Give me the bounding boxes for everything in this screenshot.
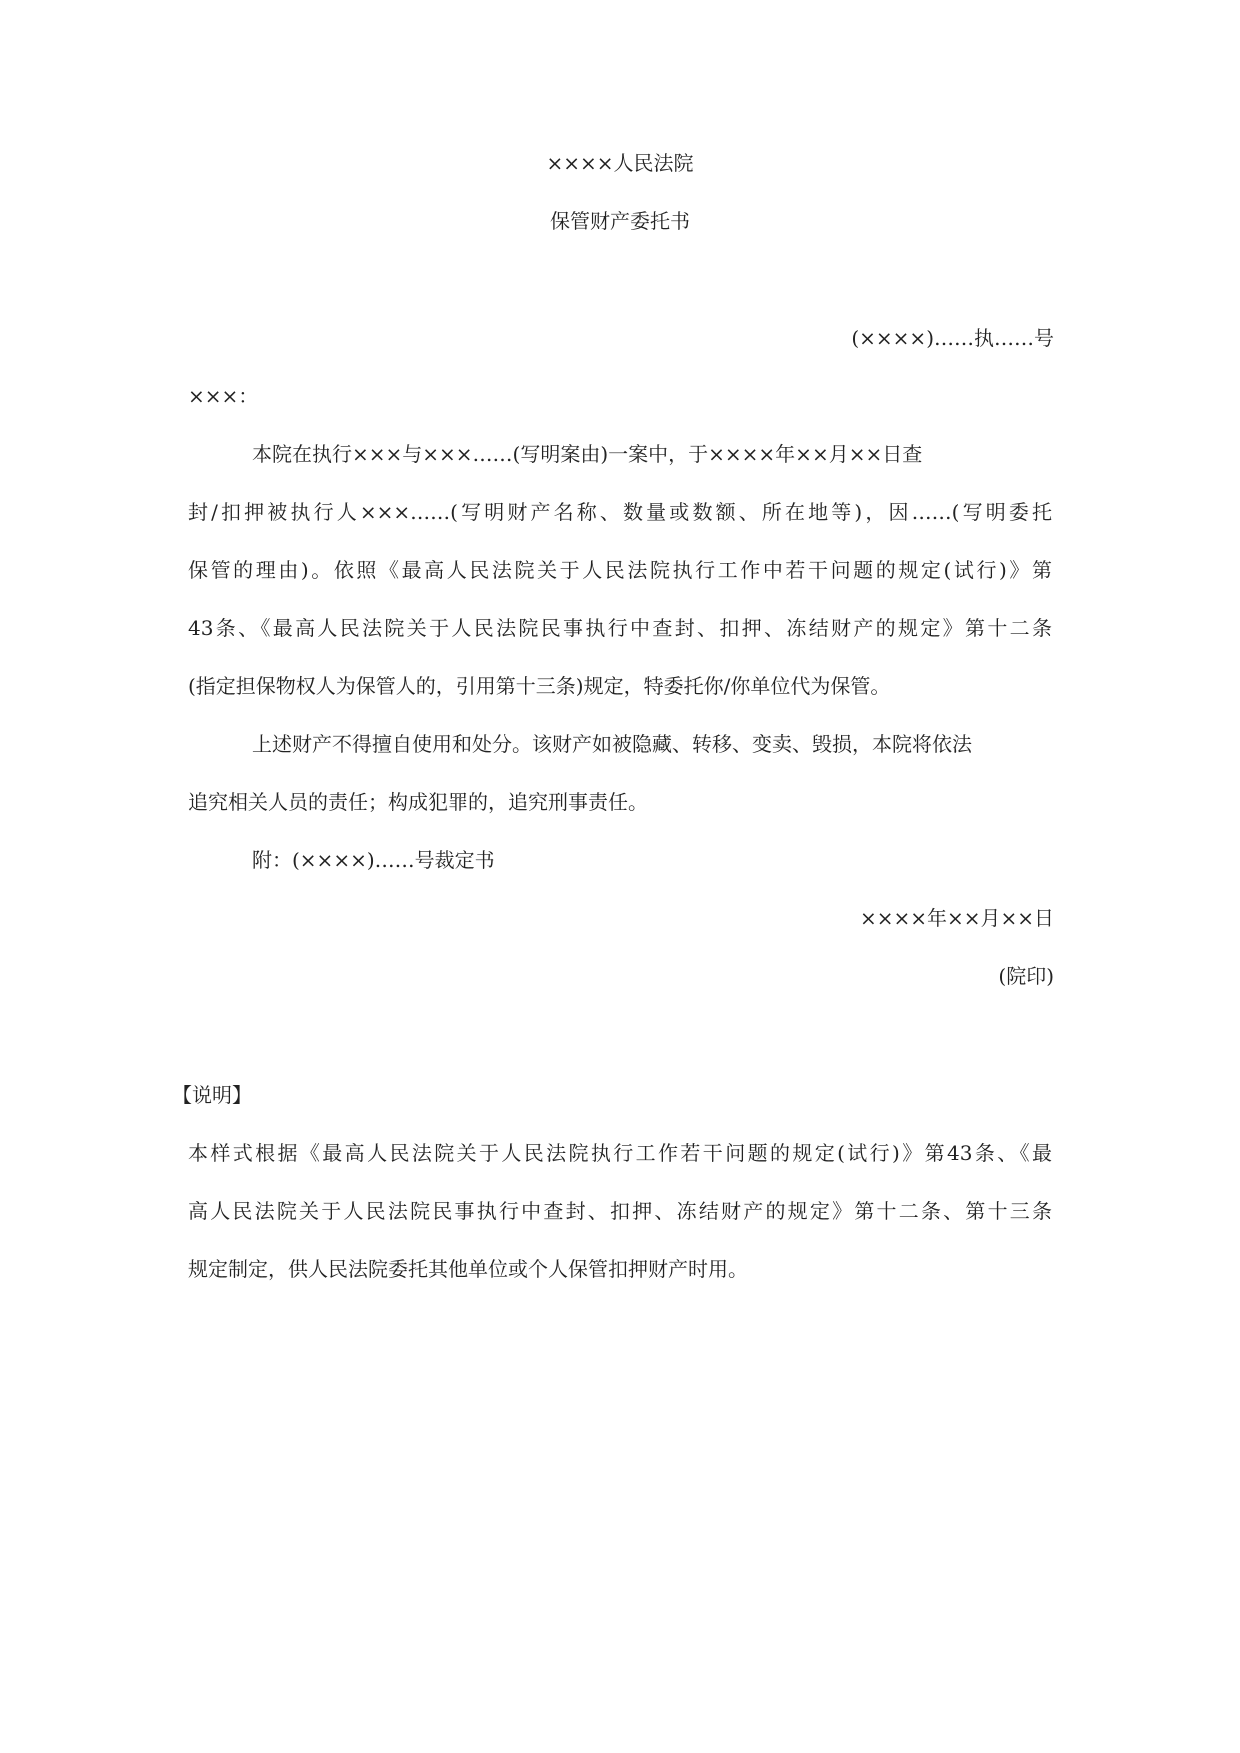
notes-heading: 【说明】	[172, 1083, 252, 1107]
document-title: 保管财产委托书	[550, 209, 690, 233]
notes-line: 高人民法院关于人民法院民事执行中查封、扣押、冻结财产的规定》第十二条、第十三条	[188, 1199, 1052, 1223]
paragraph-line: 保管的理由)。依照《最高人民法院关于人民法院执行工作中若干问题的规定(试行)》第	[188, 558, 1052, 582]
issue-date: ××××年××月××日	[859, 906, 1054, 930]
paragraph-line: 本院在执行×××与×××……(写明案由)一案中，于××××年××月××日查	[252, 442, 923, 466]
case-number: (××××)……执……号	[851, 326, 1054, 350]
attachment-line: 附：(××××)……号裁定书	[252, 848, 495, 872]
paragraph-line: (指定担保物权人为保管人的，引用第十三条)规定，特委托你/你单位代为保管。	[188, 674, 891, 698]
paragraph-line: 封/扣押被执行人×××……(写明财产名称、数量或数额、所在地等)，因……(写明委托	[188, 500, 1052, 524]
notes-line: 本样式根据《最高人民法院关于人民法院执行工作若干问题的规定(试行)》第43条、《最	[188, 1141, 1052, 1165]
recipient: ×××：	[188, 384, 259, 408]
paragraph-line: 追究相关人员的责任；构成犯罪的，追究刑事责任。	[188, 790, 648, 814]
court-name: ××××人民法院	[546, 151, 694, 175]
notes-line: 规定制定，供人民法院委托其他单位或个人保管扣押财产时用。	[188, 1257, 748, 1281]
paragraph-line: 上述财产不得擅自使用和处分。该财产如被隐藏、转移、变卖、毁损，本院将依法	[252, 732, 972, 756]
court-seal: (院印)	[998, 964, 1054, 988]
paragraph-line: 43条、《最高人民法院关于人民法院民事执行中查封、扣押、冻结财产的规定》第十二条	[188, 616, 1052, 640]
